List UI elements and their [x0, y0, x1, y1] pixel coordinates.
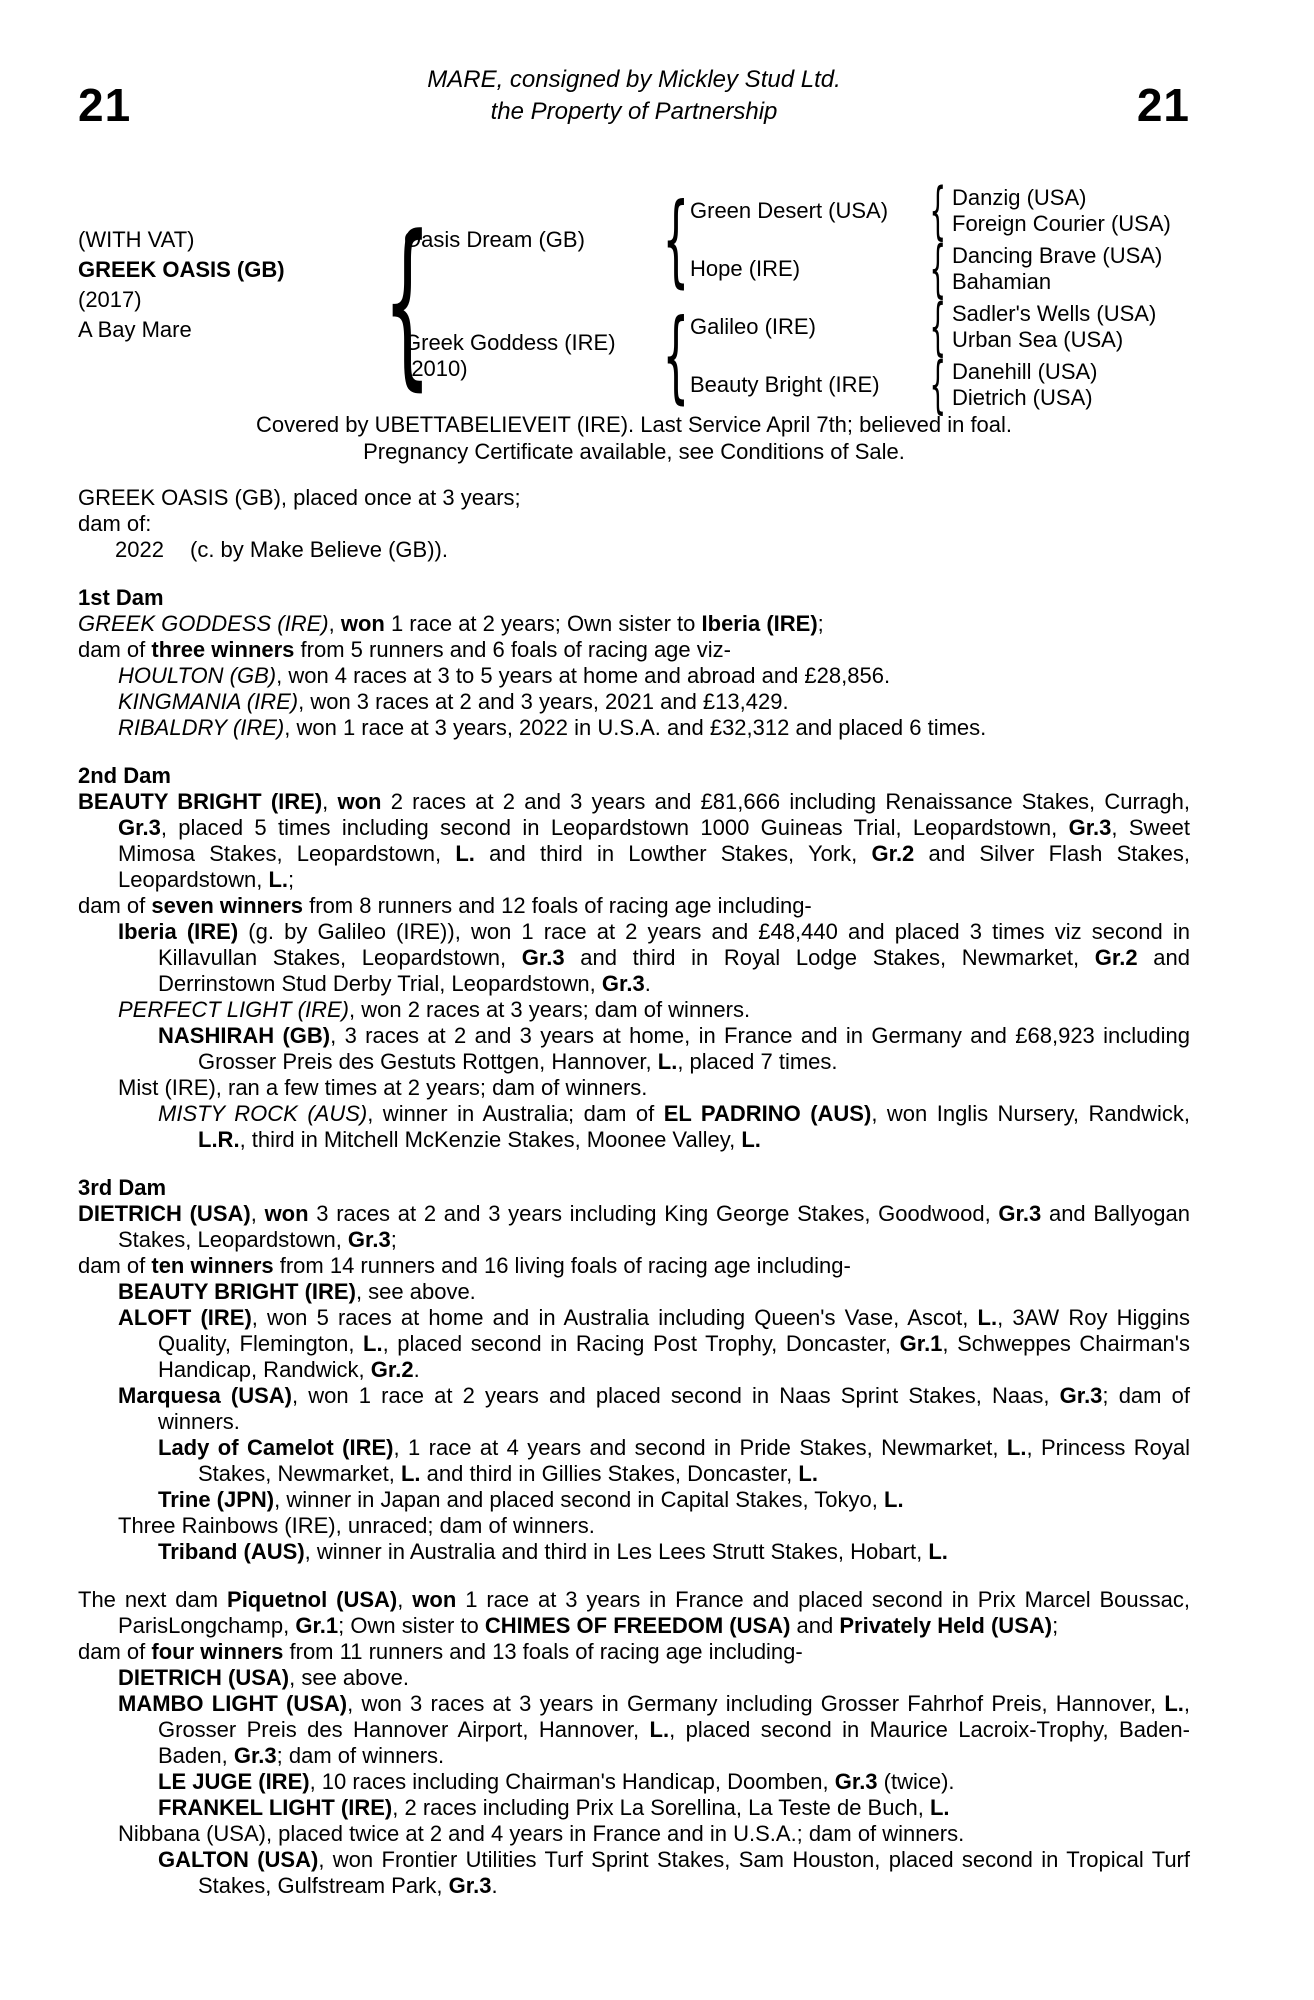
- catalog-paragraph: dam of four winners from 11 runners and 13 foals of racing age including-: [78, 1639, 803, 1664]
- ggp-name: Urban Sea (USA): [952, 327, 1124, 352]
- produce-record: [78, 485, 1190, 563]
- dam-section: [78, 1175, 1190, 1565]
- catalog-paragraph: DIETRICH (USA), won 3 races at 2 and 3 years including King George Stakes, Goodwood, Gr.3 and Ballyogan Stakes, Leopardstown, Gr.3;: [78, 1201, 1191, 1252]
- catalog-paragraph: DIETRICH (USA), see above.: [118, 1665, 409, 1690]
- catalog-paragraph: Mist (IRE), ran a few times at 2 years; dam of winners.: [118, 1075, 648, 1100]
- produce-intro: GREEK OASIS (GB), placed once at 3 years;: [78, 485, 521, 510]
- covering-notice: [78, 411, 1190, 465]
- catalog-paragraph: MAMBO LIGHT (USA), won 3 races at 3 years in Germany including Grosser Fahrhof Preis, Hannover, L., Grosser Preis des Hannover Airport, Hannover, L., placed second in Maurice Lacroix-Trophy, Baden-Baden, Gr.3; dam of winners.: [118, 1691, 1190, 1768]
- catalog-paragraph: RIBALDRY (IRE), won 1 race at 3 years, 2022 in U.S.A. and £32,312 and placed 6 times.: [118, 715, 987, 740]
- ggp-name: Danzig (USA): [952, 185, 1087, 210]
- pedigree-chart: [78, 175, 1190, 411]
- ggp-name: Dancing Brave (USA): [952, 243, 1163, 268]
- dam-dam-brace-icon: [929, 354, 946, 416]
- produce-detail: (c. by Make Believe (GB)).: [190, 537, 448, 562]
- catalog-paragraph: The next dam Piquetnol (USA), won 1 race at 3 years in France and placed second in Prix Marcel Boussac, ParisLongchamp, Gr.1; Own sister to CHIMES OF FREEDOM (USA) and Privately Held (USA);: [78, 1587, 1190, 1638]
- section-heading: 3rd Dam: [78, 1175, 167, 1200]
- consignment-line1: MARE, consigned by Mickley Stud Ltd.: [427, 66, 841, 93]
- lot-number-right: 21: [1136, 79, 1190, 131]
- catalog-paragraph: FRANKEL LIGHT (IRE), 2 races including Prix La Sorellina, La Teste de Buch, L.: [158, 1795, 950, 1820]
- catalog-paragraph: NASHIRAH (GB), 3 races at 2 and 3 years at home, in France and in Germany and £68,923 including Grosser Preis des Gestuts Rottgen, Hannover, L., placed 7 times.: [158, 1023, 1190, 1074]
- catalog-paragraph: Lady of Camelot (IRE), 1 race at 4 years and second in Pride Stakes, Newmarket, L., Princess Royal Stakes, Newmarket, L. and third in Gillies Stakes, Doncaster, L.: [158, 1435, 1191, 1486]
- lot-number-left: 21: [78, 79, 132, 131]
- sire-name: Oasis Dream (GB): [404, 227, 585, 252]
- ggp-name: Foreign Courier (USA): [952, 211, 1171, 236]
- ggp-name: Sadler's Wells (USA): [952, 301, 1157, 326]
- sire-dam-name: Hope (IRE): [690, 256, 801, 281]
- sire-sire-name: Green Desert (USA): [690, 198, 889, 223]
- catalog-paragraph: Triband (AUS), winner in Australia and third in Les Lees Strutt Stakes, Hobart, L.: [158, 1539, 948, 1564]
- catalog-paragraph: dam of three winners from 5 runners and 6 foals of racing age viz-: [78, 637, 731, 662]
- dam-year: (2010): [404, 356, 468, 381]
- catalog-paragraph: KINGMANIA (IRE), won 3 races at 2 and 3 years, 2021 and £13,429.: [118, 689, 789, 714]
- catalog-paragraph: dam of ten winners from 14 runners and 16 living foals of racing age including-: [78, 1253, 851, 1278]
- covering-line1: Covered by UBETTABELIEVEIT (IRE). Last Service April 7th; believed in foal.: [255, 412, 1013, 437]
- ggp-name: Bahamian: [952, 269, 1052, 294]
- dam-name: Greek Goddess (IRE): [404, 330, 616, 355]
- covering-line2: Pregnancy Certificate available, see Conditions of Sale.: [363, 439, 905, 464]
- catalog-paragraph: MISTY ROCK (AUS), winner in Australia; dam of EL PADRINO (AUS), won Inglis Nursery, Randwick, L.R., third in Mitchell McKenzie Stakes, Moonee Valley, L.: [158, 1101, 1190, 1152]
- catalog-paragraph: BEAUTY BRIGHT (IRE), see above.: [118, 1279, 476, 1304]
- dam-brace-icon: [662, 306, 689, 406]
- catalog-paragraph: GALTON (USA), won Frontier Utilities Turf Sprint Stakes, Sam Houston, placed second in Tropical Turf Stakes, Gulfstream Park, Gr.3.: [158, 1847, 1190, 1898]
- dam-section: [78, 763, 1190, 1153]
- consignment-line2: the Property of Partnership: [490, 98, 778, 125]
- dam-dam-name: Beauty Bright (IRE): [690, 372, 880, 397]
- catalog-sections: [78, 585, 1190, 1899]
- with-vat-note: (WITH VAT): [78, 227, 195, 252]
- catalog-paragraph: LE JUGE (IRE), 10 races including Chairman's Handicap, Doomben, Gr.3 (twice).: [158, 1769, 955, 1794]
- ggp-name: Dietrich (USA): [952, 385, 1093, 410]
- section-heading: 1st Dam: [78, 585, 164, 610]
- produce-dam-of: dam of:: [78, 511, 152, 536]
- dam-sire-name: Galileo (IRE): [690, 314, 816, 339]
- foaling-year: (2017): [78, 287, 142, 312]
- ggp-name: Danehill (USA): [952, 359, 1098, 384]
- dam-section: [78, 1587, 1190, 1899]
- sire-brace-icon: [662, 190, 689, 290]
- produce-year: 2022: [115, 537, 164, 562]
- catalog-paragraph: dam of seven winners from 8 runners and 12 foals of racing age including-: [78, 893, 812, 918]
- horse-name: GREEK OASIS (GB): [78, 257, 285, 282]
- catalog-paragraph: PERFECT LIGHT (IRE), won 2 races at 3 years; dam of winners.: [118, 997, 751, 1022]
- catalog-paragraph: ALOFT (IRE), won 5 races at home and in Australia including Queen's Vase, Ascot, L., 3AW Roy Higgins Quality, Flemington, L., placed second in Racing Post Trophy, Doncaster, Gr.1, Schweppes Chairman's Handicap, Randwick, Gr.2.: [118, 1305, 1190, 1382]
- catalog-paragraph: GREEK GODDESS (IRE), won 1 race at 2 years; Own sister to Iberia (IRE);: [78, 611, 824, 636]
- page-header: [78, 64, 1190, 131]
- section-heading: 2nd Dam: [78, 763, 171, 788]
- color-sex: A Bay Mare: [78, 317, 192, 342]
- catalog-paragraph: BEAUTY BRIGHT (IRE), won 2 races at 2 and 3 years and £81,666 including Renaissance Stakes, Curragh, Gr.3, placed 5 times including second in Leopardstown 1000 Guineas Trial, Leopardstown, Gr.3, Sweet Mimosa Stakes, Leopardstown, L. and third in Lowther Stakes, York, Gr.2 and Silver Flash Stakes, Leopardstown, L.;: [78, 789, 1191, 892]
- catalog-paragraph: Iberia (IRE) (g. by Galileo (IRE)), won 1 race at 2 years and £48,440 and placed 3 times viz second in Killavullan Stakes, Leopardstown, Gr.3 and third in Royal Lodge Stakes, Newmarket, Gr.2 and Derrinstown Stud Derby Trial, Leopardstown, Gr.3.: [118, 919, 1190, 996]
- produce-year-row: [78, 537, 1190, 563]
- catalog-paragraph: Trine (JPN), winner in Japan and placed second in Capital Stakes, Tokyo, L.: [158, 1487, 904, 1512]
- catalog-paragraph: Marquesa (USA), won 1 race at 2 years and placed second in Naas Sprint Stakes, Naas, Gr.3; dam of winners.: [118, 1383, 1191, 1434]
- dam-section: [78, 585, 1190, 741]
- catalog-paragraph: Three Rainbows (IRE), unraced; dam of winners.: [118, 1513, 595, 1538]
- consignment-header: [78, 64, 1190, 131]
- catalog-paragraph: HOULTON (GB), won 4 races at 3 to 5 years at home and abroad and £28,856.: [118, 663, 891, 688]
- catalog-paragraph: Nibbana (USA), placed twice at 2 and 4 years in France and in U.S.A.; dam of winners.: [118, 1821, 965, 1846]
